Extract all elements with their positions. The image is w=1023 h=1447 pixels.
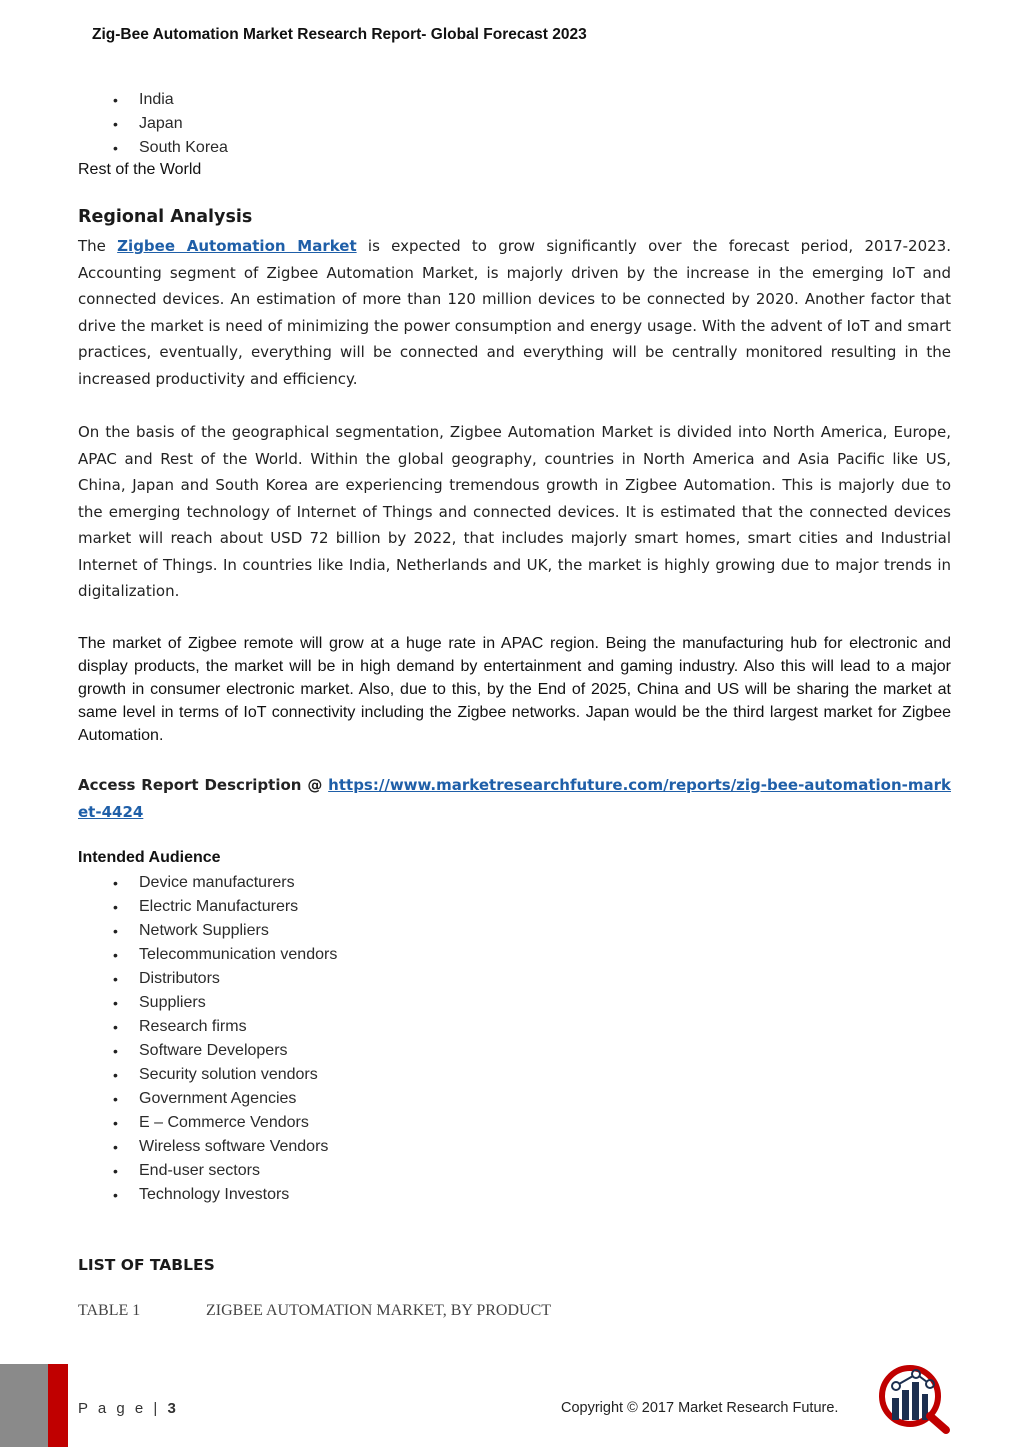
list-item: • Network Suppliers bbox=[0, 919, 337, 943]
list-item: • Electric Manufacturers bbox=[0, 895, 337, 919]
list-item: • Research firms bbox=[0, 1015, 337, 1039]
copyright-text: Copyright © 2017 Market Research Future. bbox=[561, 1400, 839, 1416]
paragraph-text: The bbox=[78, 237, 118, 255]
access-report-line bbox=[78, 772, 951, 826]
paragraph-text: is expected to grow significantly over the forecast period, 2017-2023. Accounting segment of Zigbee Automation Market, is majorly driven by the increase in the emerging IoT and connected devices. An estimation of more than 120 million devices to be connected by 2020. Another factor that drive the market is need of minimizing the power consumption and energy usage. With the advent of IoT and smart practices, eventually, everything will be connected and everything will be centrally monitored resulting in the increased productivity and efficiency. bbox=[78, 237, 951, 388]
footer-red-bar bbox=[48, 1364, 68, 1447]
list-item: • Distributors bbox=[0, 967, 337, 991]
list-item: • Japan bbox=[0, 112, 228, 136]
rest-of-world-label: Rest of the World bbox=[78, 161, 202, 178]
regional-analysis-paragraph-2: On the basis of the geographical segmentation, Zigbee Automation Market is divided into North America, Europe, APAC and Rest of the World. Within the global geography, countries in North America and Asia Pacific like US, China, Japan and South Korea are experiencing tremendous growth in Zigbee Automation. This is majorly due to the emerging technology of Internet of Things and connected devices. It is estimated that the connected devices market will reach about USD 72 billion by 2022, that includes majorly smart homes, smart cities and Industrial Internet of Things. In countries like India, Netherlands and UK, the market is highly growing due to major trends in digitalization. bbox=[78, 423, 951, 600]
report-url-link[interactable]: https://www.marketresearchfuture.com/reports/zig-bee-automation-market-4424 bbox=[78, 776, 951, 821]
list-item: • End-user sectors bbox=[0, 1159, 337, 1183]
list-item: • Suppliers bbox=[0, 991, 337, 1015]
list-item: • Security solution vendors bbox=[0, 1063, 337, 1087]
list-item: • Device manufacturers bbox=[0, 871, 337, 895]
table-number: TABLE 1 bbox=[78, 1302, 141, 1319]
access-report-label: Access Report Description @ bbox=[78, 776, 329, 794]
region-list bbox=[0, 88, 228, 160]
list-item: • South Korea bbox=[0, 136, 228, 160]
list-item: • Wireless software Vendors bbox=[0, 1135, 337, 1159]
footer-gray-bar bbox=[0, 1364, 48, 1447]
intended-audience-heading: Intended Audience bbox=[78, 849, 221, 866]
list-item: • Government Agencies bbox=[0, 1087, 337, 1111]
list-item: • Technology Investors bbox=[0, 1183, 337, 1207]
market-research-future-logo bbox=[874, 1362, 954, 1434]
regional-analysis-heading: Regional Analysis bbox=[78, 207, 253, 227]
list-item: • India bbox=[0, 88, 228, 112]
zigbee-automation-market-link[interactable]: Zigbee Automation Market bbox=[117, 237, 357, 255]
list-of-tables-heading: LIST OF TABLES bbox=[78, 1256, 215, 1274]
list-item: • E – Commerce Vendors bbox=[0, 1111, 337, 1135]
regional-analysis-paragraph-1 bbox=[78, 233, 951, 392]
list-item: • Software Developers bbox=[0, 1039, 337, 1063]
audience-list bbox=[0, 871, 337, 1207]
table-title: ZIGBEE AUTOMATION MARKET, BY PRODUCT bbox=[206, 1302, 552, 1319]
regional-analysis-paragraph-3: The market of Zigbee remote will grow at a huge rate in APAC region. Being the manufacturing hub for electronic and display products, the market will be in high demand by entertainment and gaming industry. Also this will lead to a major growth in consumer electronic market. Also, due to this, by the End of 2025, China and US will be sharing the market at same level in terms of IoT connectivity including the Zigbee networks. Japan would be the third largest market for Zigbee Automation. bbox=[78, 635, 951, 744]
table-list-row[interactable] bbox=[78, 1302, 551, 1320]
page-number-label bbox=[78, 1400, 176, 1417]
page-number: 3 bbox=[167, 1400, 176, 1417]
document-header-title: Zig-Bee Automation Market Research Report- Global Forecast 2023 bbox=[92, 26, 587, 43]
page-prefix: P a g e | bbox=[78, 1400, 168, 1417]
list-item: • Telecommunication vendors bbox=[0, 943, 337, 967]
